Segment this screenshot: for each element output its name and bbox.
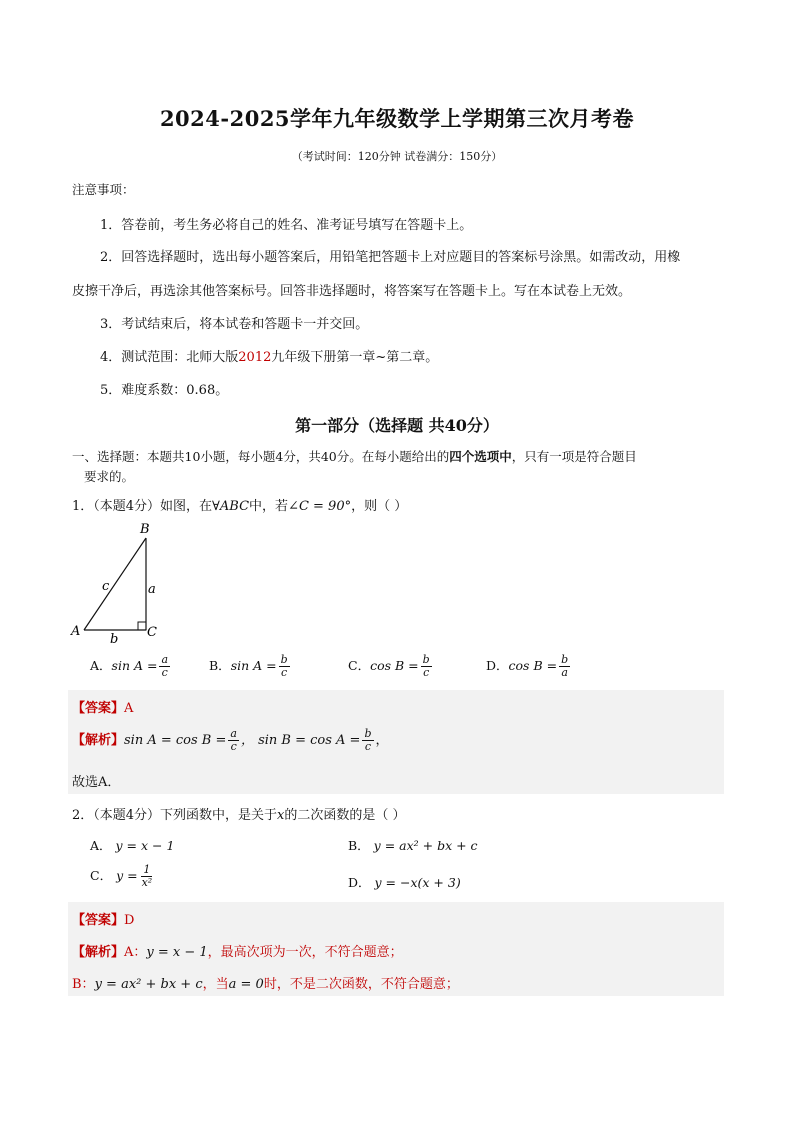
- q2-answer: [72, 909, 134, 928]
- option-func: sin A =: [230, 658, 277, 673]
- fraction-den: c: [161, 666, 168, 679]
- analysis-condition: a = 0: [228, 977, 264, 992]
- analysis-expr-1: sin A = cos B =: [124, 733, 227, 748]
- option-func: cos B =: [370, 658, 419, 673]
- note-2-cont: 皮擦干净后，再选涂其他答案标号。回答非选择题时，将答案写在答题卡上。写在本试卷上无效。: [72, 284, 632, 299]
- answer-tag: 【答案】: [72, 701, 125, 716]
- answer-value: D: [124, 913, 135, 928]
- fraction-num: b: [364, 727, 372, 740]
- note-2: 2．回答选择题时，选出每小题答案后，用铅笔把答题卡上对应题目的答案标号涂黑。如需改动，用橡: [100, 250, 681, 265]
- analysis-fraction-1: [228, 728, 239, 753]
- analysis-fraction-2: [362, 728, 373, 753]
- analysis-mid: ，当: [202, 977, 229, 992]
- q1-triangle: ∀ABC: [212, 499, 250, 514]
- answer-tag: 【答案】: [72, 913, 125, 928]
- q2-analysis-b: [72, 973, 459, 992]
- fraction-num: b: [280, 653, 288, 666]
- option-label: C．: [90, 868, 113, 883]
- q2-stem-a: 2．（本题4分）下列函数中，是关于: [72, 808, 278, 823]
- fraction-num: a: [161, 653, 169, 666]
- q1-option-d[interactable]: [486, 654, 572, 679]
- analysis-text: 时，不是二次函数，不符合题意；: [263, 977, 459, 992]
- question-2-stem: [72, 804, 406, 823]
- question-1-stem: [72, 495, 407, 514]
- side-c-line: [84, 538, 146, 630]
- fraction-num: a: [230, 727, 237, 740]
- option-fraction: [559, 654, 570, 679]
- instr-part-c: ，只有一项是符合题目: [511, 449, 637, 464]
- q1-option-c[interactable]: [348, 654, 434, 679]
- q1-angle: ∠C = 90°: [288, 499, 352, 514]
- analysis-comma: ，: [375, 733, 389, 748]
- q2-variable: x: [277, 808, 285, 823]
- exam-title: 2024-2025学年九年级数学上学期第三次月考卷: [159, 106, 635, 131]
- fraction-num: 1: [143, 863, 151, 876]
- notes-heading: 注意事项：: [72, 182, 135, 197]
- option-fraction: [279, 654, 290, 679]
- option-fraction: [159, 654, 170, 679]
- side-c-label: c: [102, 579, 110, 594]
- q2-option-d[interactable]: [348, 873, 461, 891]
- option-expr: y =: [116, 868, 138, 883]
- instr-emphasis: 四个选项中: [449, 449, 512, 464]
- note-4-prefix: 4．测试范围：北师大版: [100, 350, 239, 365]
- q1-option-a[interactable]: [90, 654, 172, 679]
- option-label: A．: [90, 658, 112, 673]
- exam-subtitle: （考试时间：120分钟 试卷满分：150分）: [291, 150, 503, 163]
- analysis-math: y = x − 1: [146, 945, 208, 960]
- option-expr: y = −x(x + 3): [374, 875, 461, 890]
- analysis-expr-2: ， sin B = cos A =: [240, 733, 361, 748]
- option-label: D．: [486, 658, 509, 673]
- fraction-den: c: [423, 666, 430, 679]
- option-label: A．: [90, 838, 112, 853]
- fraction-den: c: [364, 740, 372, 753]
- note-1: 1．答卷前，考生务必将自己的姓名、准考证号填写在答题卡上。: [100, 218, 473, 233]
- q1-answer: [72, 697, 133, 716]
- vertex-a-label: A: [71, 624, 81, 639]
- fraction-den: c: [281, 666, 288, 679]
- q2-option-b[interactable]: [348, 836, 478, 854]
- right-angle-mark: [138, 622, 146, 630]
- option-fraction: [421, 654, 432, 679]
- fraction-num: b: [422, 653, 430, 666]
- section-title: 第一部分（选择题 共40分）: [295, 416, 499, 435]
- q2-analysis-a: [72, 941, 403, 960]
- option-func: sin A =: [111, 658, 158, 673]
- option-label: B．: [348, 838, 370, 853]
- fraction-num: b: [561, 653, 569, 666]
- note-4: [100, 346, 438, 365]
- q2-option-a[interactable]: [90, 836, 174, 854]
- right-triangle-figure: [66, 518, 176, 648]
- vertex-c-label: C: [147, 625, 157, 640]
- option-expr: y = x − 1: [115, 838, 175, 853]
- section-instructions: [72, 447, 722, 487]
- fraction-den: a: [561, 666, 568, 679]
- analysis-math: y = ax² + bx + c: [94, 977, 203, 992]
- option-fraction: [140, 864, 155, 889]
- fraction-den: c: [230, 740, 237, 753]
- analysis-label: A：: [124, 945, 147, 960]
- option-func: cos B =: [508, 658, 558, 673]
- q1-analysis: [72, 728, 389, 753]
- vertex-b-label: B: [140, 522, 150, 537]
- answer-value: A: [124, 701, 134, 716]
- note-4-suffix: 九年级下册第一章~第二章。: [271, 350, 439, 365]
- q2-option-c[interactable]: [90, 864, 156, 889]
- q1-stem-b: 中，若: [249, 499, 289, 514]
- note-4-edition: 2012: [238, 350, 272, 365]
- side-b-label: b: [110, 632, 119, 647]
- note-5: 5．难度系数：0.68。: [100, 383, 229, 398]
- side-a-label: a: [148, 582, 156, 597]
- instr-part-a: 一、选择题：本题共10小题，每小题4分，共40分。在每小题给出的: [72, 449, 450, 464]
- q1-stem-a: 1．（本题4分）如图，在: [72, 499, 213, 514]
- instr-part-d: 要求的。: [84, 469, 135, 484]
- analysis-tag: 【解析】: [72, 945, 125, 960]
- note-3: 3．考试结束后，将本试卷和答题卡一并交回。: [100, 317, 369, 332]
- option-label: B．: [209, 658, 231, 673]
- option-label: C．: [348, 658, 371, 673]
- analysis-tag: 【解析】: [72, 733, 125, 748]
- option-label: D．: [348, 875, 371, 890]
- analysis-label: B：: [72, 977, 95, 992]
- q1-stem-c: ，则（ ）: [351, 499, 408, 514]
- option-expr: y = ax² + bx + c: [373, 838, 478, 853]
- fraction-den: x²: [141, 876, 153, 889]
- q1-conclusion: 故选A．: [72, 775, 121, 790]
- analysis-text: ，最高次项为一次，不符合题意；: [207, 945, 403, 960]
- q2-stem-b: 的二次函数的是（ ）: [284, 808, 406, 823]
- q1-option-b[interactable]: [209, 654, 292, 679]
